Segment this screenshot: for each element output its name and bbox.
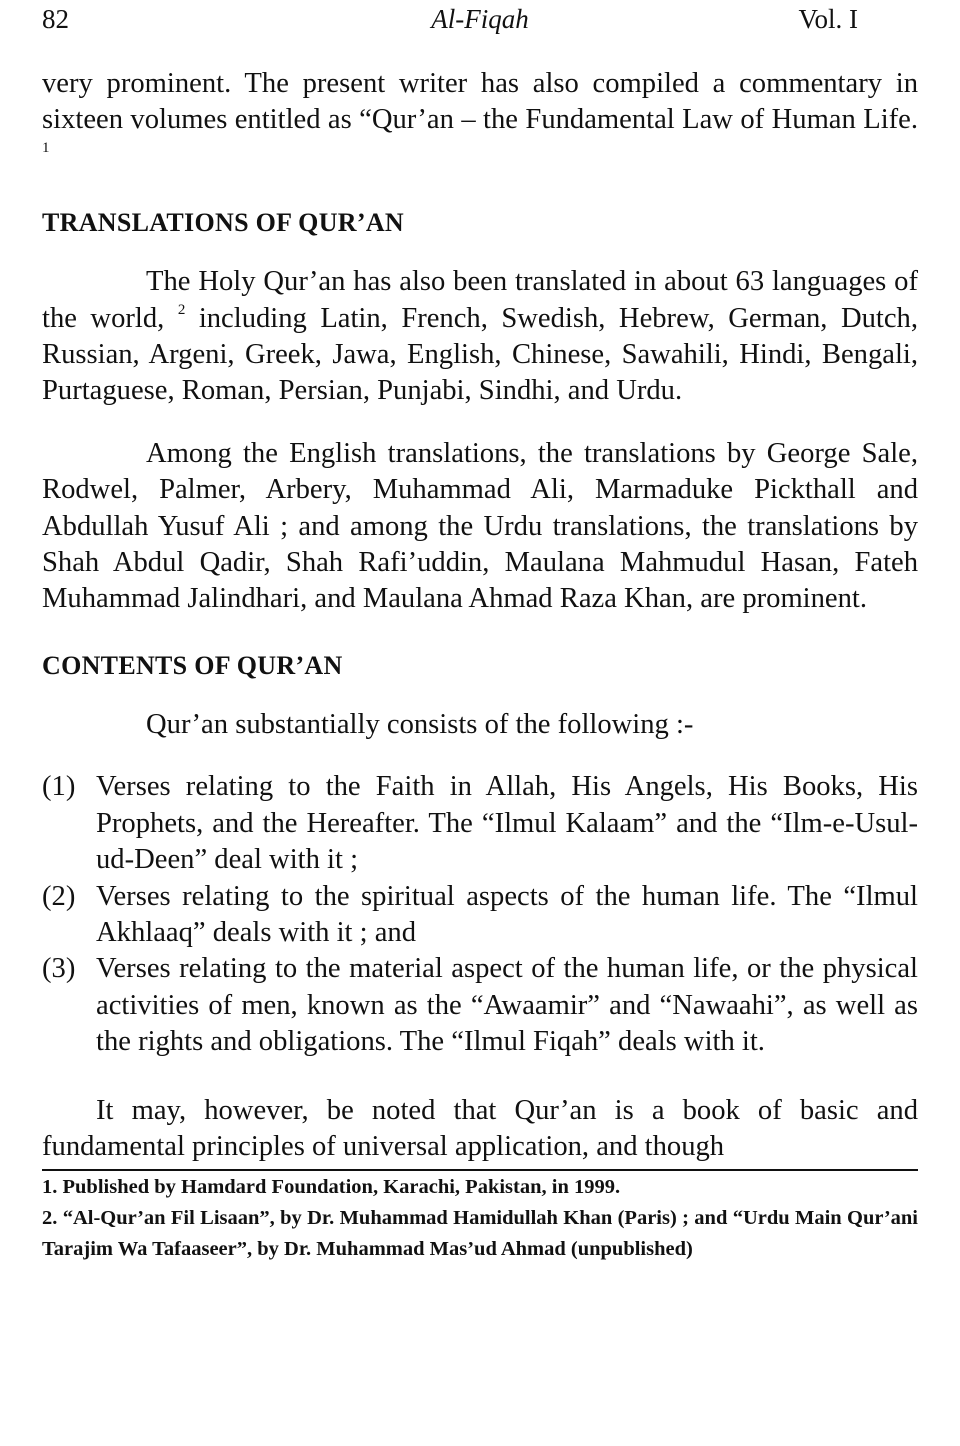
translations-paragraph-2: Among the English translations, the translations by George Sale, Rodwel, Palmer, Arbery, Muhammad Ali, Marmaduke Pickthall and Abdullah Yusuf Ali ; and among the Urdu translations, the translations by Shah Abdul Qadir, Shah Rafi’uddin, Maulana Mahmudul Hasan, Fateh Muhammad Jalindhari, and Maulana Ahmad Raza Khan, are prominent. (42, 437, 918, 615)
translations-paragraph-1 (42, 264, 918, 410)
list-item (42, 879, 918, 952)
list-item-text: Verses relating to the spiritual aspects of the human life. The “Ilmul Akhlaaq” deals with it ; and (96, 880, 918, 948)
volume-label: Vol. I (798, 4, 858, 34)
footnote-ref: 1 (42, 139, 50, 156)
list-item (42, 769, 918, 878)
section-heading-contents: CONTENTS OF QUR’AN (42, 650, 343, 680)
running-header (42, 0, 918, 44)
footnotes (42, 1172, 918, 1265)
page-number: 82 (42, 4, 69, 34)
closing-paragraph: It may, however, be noted that Qur’an is a book of basic and fundamental principles of universal application, and though (42, 1094, 918, 1162)
book-page (42, 0, 918, 1265)
list-item (42, 951, 918, 1060)
list-item-text: Verses relating to the Faith in Allah, His Angels, His Books, His Prophets, and the Hereafter. The “Ilmul Kalaam” and the “Ilm-e-Usul-ud-Deen” deal with it ; (96, 771, 918, 876)
list-marker: (3) (42, 953, 76, 985)
list-marker: (1) (42, 771, 76, 803)
list-marker: (2) (42, 880, 76, 912)
contents-intro: Qur’an substantially consists of the following :- (146, 708, 694, 740)
contents-list (42, 769, 918, 1060)
section-heading-translations: TRANSLATIONS OF QUR’AN (42, 208, 404, 238)
footnote-divider (42, 1169, 918, 1171)
footnote-ref: 2 (177, 301, 186, 318)
footnote-1: 1. Published by Hamdard Foundation, Karachi, Pakistan, in 1999. (42, 1176, 621, 1199)
footnote-2: 2. “Al-Qur’an Fil Lisaan”, by Dr. Muhammad Hamidullah Khan (Paris) ; and “Urdu Main Qur’ani Tarajim Wa Tafaaseer”, by Dr. Muhammad Mas’ud Ahmad (unpublished) (42, 1207, 918, 1261)
list-item-text: Verses relating to the material aspect of the human life, or the physical activities of men, known as the “Awaamir” and “Nawaahi”, as well as the rights and obligations. The “Ilmul Fiqah” deals with it. (96, 953, 918, 1058)
translations-paragraph-1-start: The Holy Qur’an has also been translated in about 63 languages of the world, (42, 266, 918, 334)
intro-paragraph-text: very prominent. The present writer has also compiled a commentary in sixteen volumes entitled as “Qur’an – the Fundamental Law of Human Life. (42, 68, 918, 136)
translations-paragraph-1-end: including Latin, French, Swedish, Hebrew, German, Dutch, Russian, Argeni, Greek, Jawa, English, Chinese, Sawahili, Hindi, Bengali, Purtaguese, Roman, Persian, Punjabi, Sindhi, and Urdu. (42, 302, 918, 407)
book-title: Al-Fiqah (431, 4, 529, 34)
intro-paragraph (42, 66, 918, 175)
